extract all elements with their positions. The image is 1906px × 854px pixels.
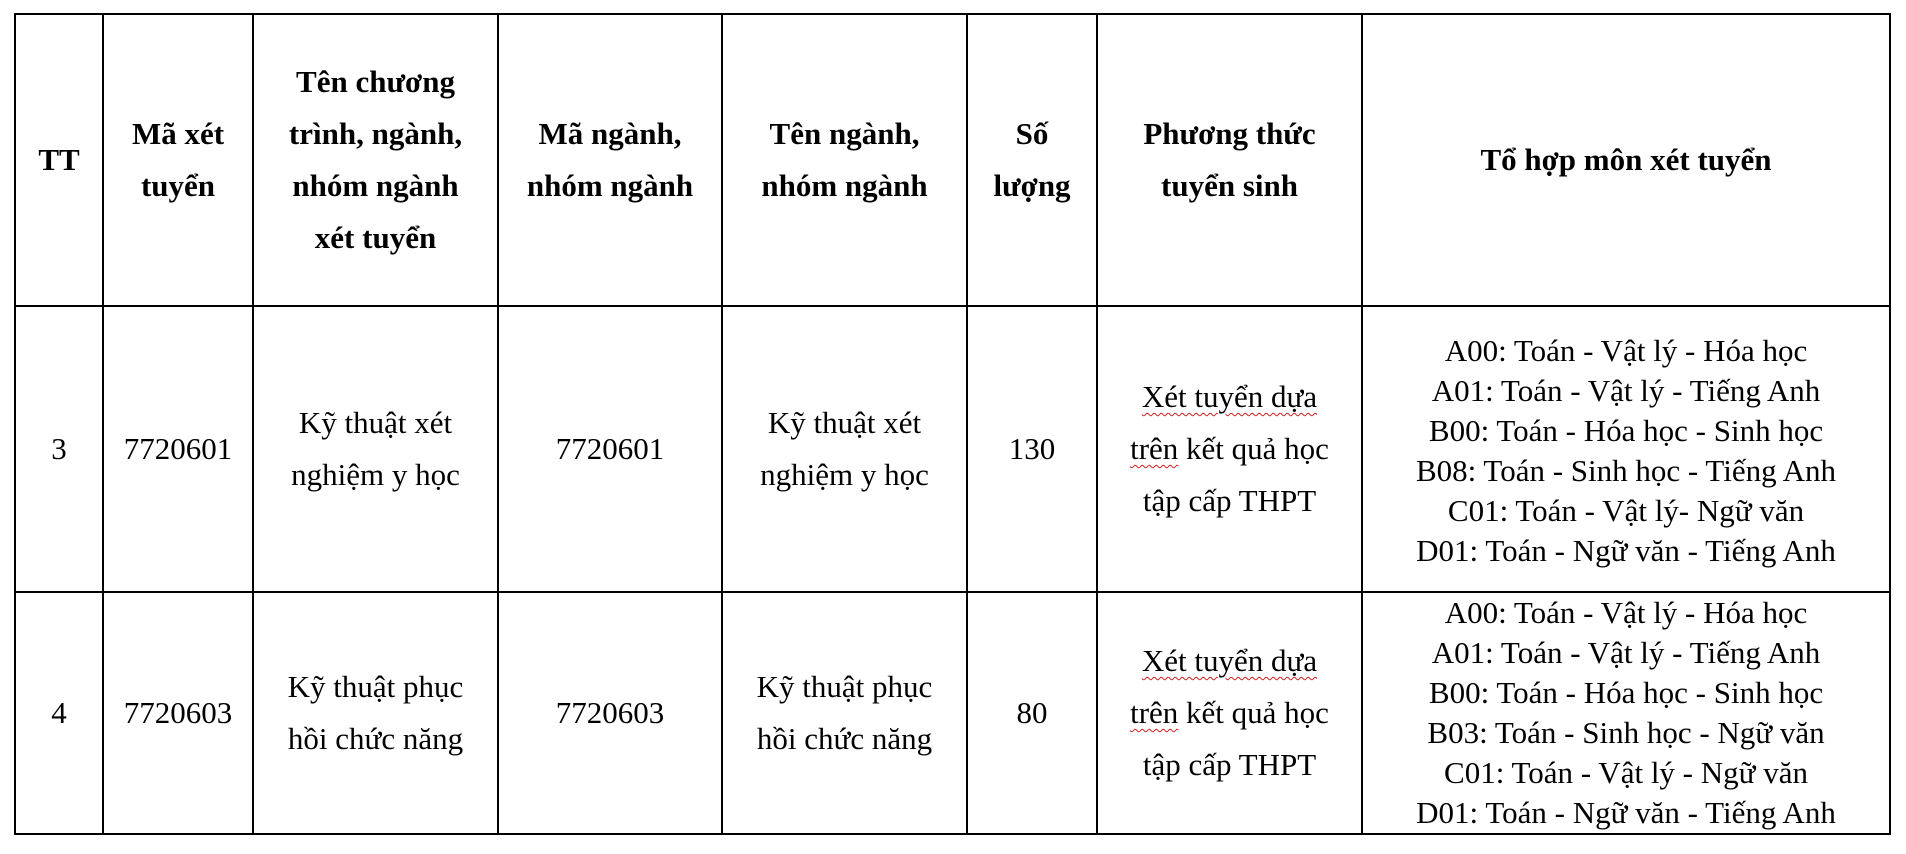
method-line-2-start: trên <box>1130 431 1179 466</box>
table-row <box>15 306 1890 592</box>
combo-item: C01: Toán - Vật lý - Ngữ văn <box>1444 755 1808 790</box>
header-subject-combos: Tổ hợp môn xét tuyển <box>1362 14 1890 306</box>
cell-major-name <box>722 592 967 834</box>
method-line-2-rest: kết quả học <box>1178 695 1329 730</box>
header-line: nhóm ngành <box>761 168 928 203</box>
header-line: Tên ngành, <box>769 116 920 151</box>
method-line-2-start: trên <box>1130 695 1179 730</box>
header-line: Tên chương <box>296 64 455 99</box>
combo-item: A00: Toán - Vật lý - Hóa học <box>1444 595 1808 630</box>
header-line: Số <box>1015 116 1049 151</box>
cell-line <box>1098 423 1361 475</box>
cell-quota: 130 <box>967 306 1097 592</box>
cell-major-code: 7720601 <box>498 306 722 592</box>
cell-stt: 3 <box>15 306 103 592</box>
cell-method <box>1097 306 1362 592</box>
cell-line: hồi chức năng <box>287 721 464 756</box>
cell-line <box>1098 635 1361 687</box>
header-line: tuyển <box>140 168 216 203</box>
header-line: lượng <box>993 168 1071 203</box>
header-line: Mã ngành, <box>538 116 682 151</box>
header-line: xét tuyển <box>314 220 437 255</box>
header-quota <box>967 14 1097 306</box>
cell-major-name <box>722 306 967 592</box>
cell-program-name <box>253 306 498 592</box>
combo-item: B00: Toán - Hóa học - Sinh học <box>1428 413 1824 448</box>
method-line-2-rest: kết quả học <box>1178 431 1329 466</box>
table-row <box>15 592 1890 834</box>
combo-item: A01: Toán - Vật lý - Tiếng Anh <box>1431 373 1821 408</box>
header-row <box>15 14 1890 306</box>
cell-line: Kỹ thuật phục <box>287 669 464 704</box>
header-admission-code <box>103 14 253 306</box>
header-line: tuyển sinh <box>1161 168 1298 203</box>
cell-subject-combos <box>1362 592 1890 834</box>
combo-item: C01: Toán - Vật lý- Ngữ văn <box>1447 493 1805 528</box>
cell-major-code: 7720603 <box>498 592 722 834</box>
method-line-3: tập cấp THPT <box>1142 747 1317 782</box>
method-line-1: Xét tuyển dựa <box>1141 379 1318 414</box>
cell-admission-code: 7720601 <box>103 306 253 592</box>
header-major-name <box>722 14 967 306</box>
header-program-name <box>253 14 498 306</box>
cell-stt: 4 <box>15 592 103 834</box>
cell-method <box>1097 592 1362 834</box>
header-line: Phương thức <box>1143 116 1316 151</box>
combo-item: A00: Toán - Vật lý - Hóa học <box>1444 333 1808 368</box>
cell-line: nghiệm y học <box>291 457 460 492</box>
header-line: trình, ngành, <box>288 116 463 151</box>
combo-item: D01: Toán - Ngữ văn - Tiếng Anh <box>1416 533 1836 568</box>
cell-line <box>1098 687 1361 739</box>
header-major-code <box>498 14 722 306</box>
method-line-3: tập cấp THPT <box>1142 483 1317 518</box>
cell-line: hồi chức năng <box>756 721 933 756</box>
method-line-1: Xét tuyển dựa <box>1141 643 1318 678</box>
cell-line: Kỹ thuật phục <box>756 669 933 704</box>
cell-line <box>1098 371 1361 423</box>
combo-item: B08: Toán - Sinh học - Tiếng Anh <box>1415 453 1837 488</box>
header-line: nhóm ngành <box>526 168 694 203</box>
cell-subject-combos <box>1362 306 1890 592</box>
cell-line: nghiệm y học <box>760 457 929 492</box>
admissions-table <box>14 13 1891 835</box>
cell-quota: 80 <box>967 592 1097 834</box>
combo-item: A01: Toán - Vật lý - Tiếng Anh <box>1431 635 1821 670</box>
cell-line: Kỹ thuật xét <box>298 405 453 440</box>
header-stt: TT <box>15 14 103 306</box>
combo-item: B00: Toán - Hóa học - Sinh học <box>1428 675 1824 710</box>
cell-program-name <box>253 592 498 834</box>
combo-item: D01: Toán - Ngữ văn - Tiếng Anh <box>1416 795 1836 830</box>
cell-line: Kỹ thuật xét <box>767 405 922 440</box>
header-line: nhóm ngành <box>292 168 459 203</box>
cell-admission-code: 7720603 <box>103 592 253 834</box>
header-method <box>1097 14 1362 306</box>
combo-item: B03: Toán - Sinh học - Ngữ văn <box>1427 715 1825 750</box>
header-line: Mã xét <box>131 116 225 151</box>
